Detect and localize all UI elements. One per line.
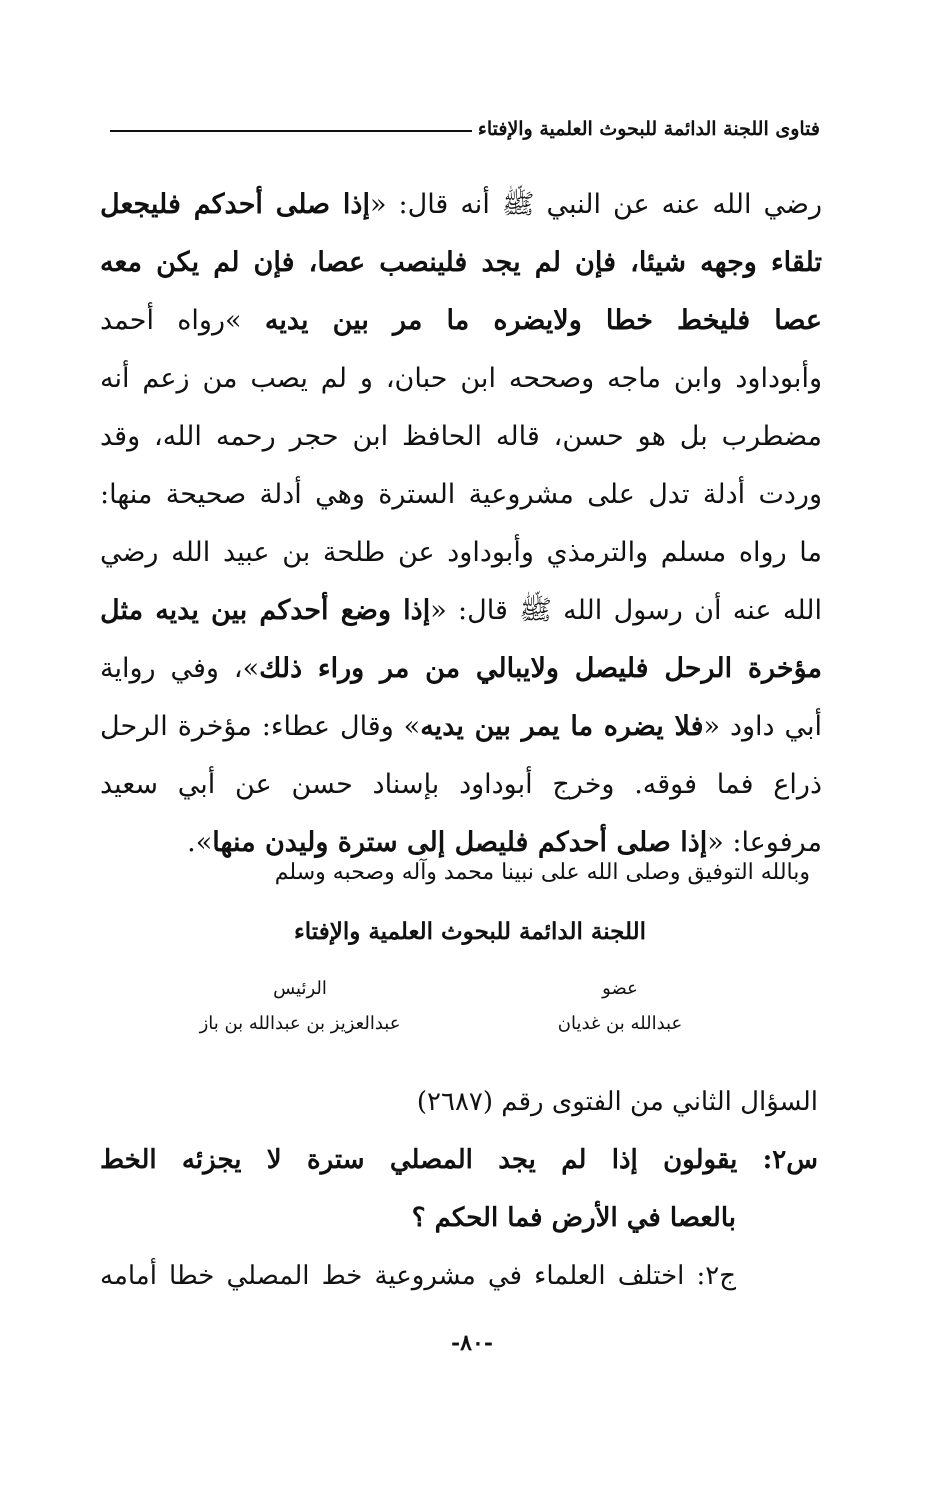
question-line: س٢: يقولون إذا لم يجد المصلي سترة لا يجزئه الخط — [100, 1145, 818, 1175]
signature-member — [520, 978, 720, 1034]
text-line: أبي داود «فلا يضره ما يمر بين يديه» وقال عطاء: مؤخرة الرحل — [100, 711, 822, 742]
running-header — [110, 112, 820, 146]
header-title: فتاوى اللجنة الدائمة للبحوث العلمية والإفتاء — [477, 118, 820, 140]
text-line: ذراع فما فوقه. وخرج أبوداود بإسناد حسن عن أبي سعيد — [100, 769, 822, 800]
committee-name: اللجنة الدائمة للبحوث العلمية والإفتاء — [293, 918, 647, 945]
answer-line: ج٢: اختلف العلماء في مشروعية خط المصلي خطا أمامه — [100, 1261, 736, 1291]
second-question — [100, 1073, 818, 1305]
question-line: بالعصا في الأرض فما الحكم ؟ — [411, 1203, 736, 1233]
text-line: تلقاء وجهه شيئا، فإن لم يجد فلينصب عصا، فإن لم يكن معه — [100, 247, 822, 278]
text-line: مؤخرة الرحل فليصل ولايبالي من مر وراء ذلك»، وفي رواية — [100, 653, 822, 684]
header-rule — [110, 130, 472, 132]
text-line: مضطرب بل هو حسن، قاله الحافظ ابن حجر رحمه الله، وقد — [100, 421, 822, 452]
text-line: ما رواه مسلم والترمذي وأبوداود عن طلحة بن عبيد الله رضي — [100, 537, 822, 568]
text-line: رضي الله عنه عن النبي ﷺ أنه قال: «إذا صلى أحدكم فليجعل — [100, 189, 822, 220]
chair-role: الرئيس — [273, 978, 327, 999]
closing-formula: وبالله التوفيق وصلى الله على نبينا محمد وآله وصحبه وسلم — [274, 860, 810, 885]
member-name: عبدالله بن غديان — [557, 1013, 683, 1034]
signature-chair — [180, 978, 420, 1034]
question-heading: السؤال الثاني من الفتوى رقم (٢٦٨٧) — [416, 1087, 818, 1117]
fatwa-body — [100, 176, 822, 872]
text-line: الله عنه أن رسول الله ﷺ قال: «إذا وضع أحدكم بين يديه مثل — [100, 595, 822, 626]
chair-name: عبدالعزيز بن عبدالله بن باز — [199, 1013, 401, 1034]
page-number: -٨٠- — [451, 1330, 493, 1356]
text-line: وأبوداود وابن ماجه وصححه ابن حبان، و لم يصب من زعم أنه — [100, 363, 822, 394]
text-line: وردت أدلة تدل على مشروعية السترة وهي أدلة صحيحة منها: — [100, 479, 822, 510]
text-line: عصا فليخط خطا ولايضره ما مر بين يديه »رواه أحمد — [100, 305, 822, 336]
text-line: مرفوعا: «إذا صلى أحدكم فليصل إلى سترة وليدن منها». — [187, 827, 822, 858]
member-role: عضو — [602, 978, 638, 999]
